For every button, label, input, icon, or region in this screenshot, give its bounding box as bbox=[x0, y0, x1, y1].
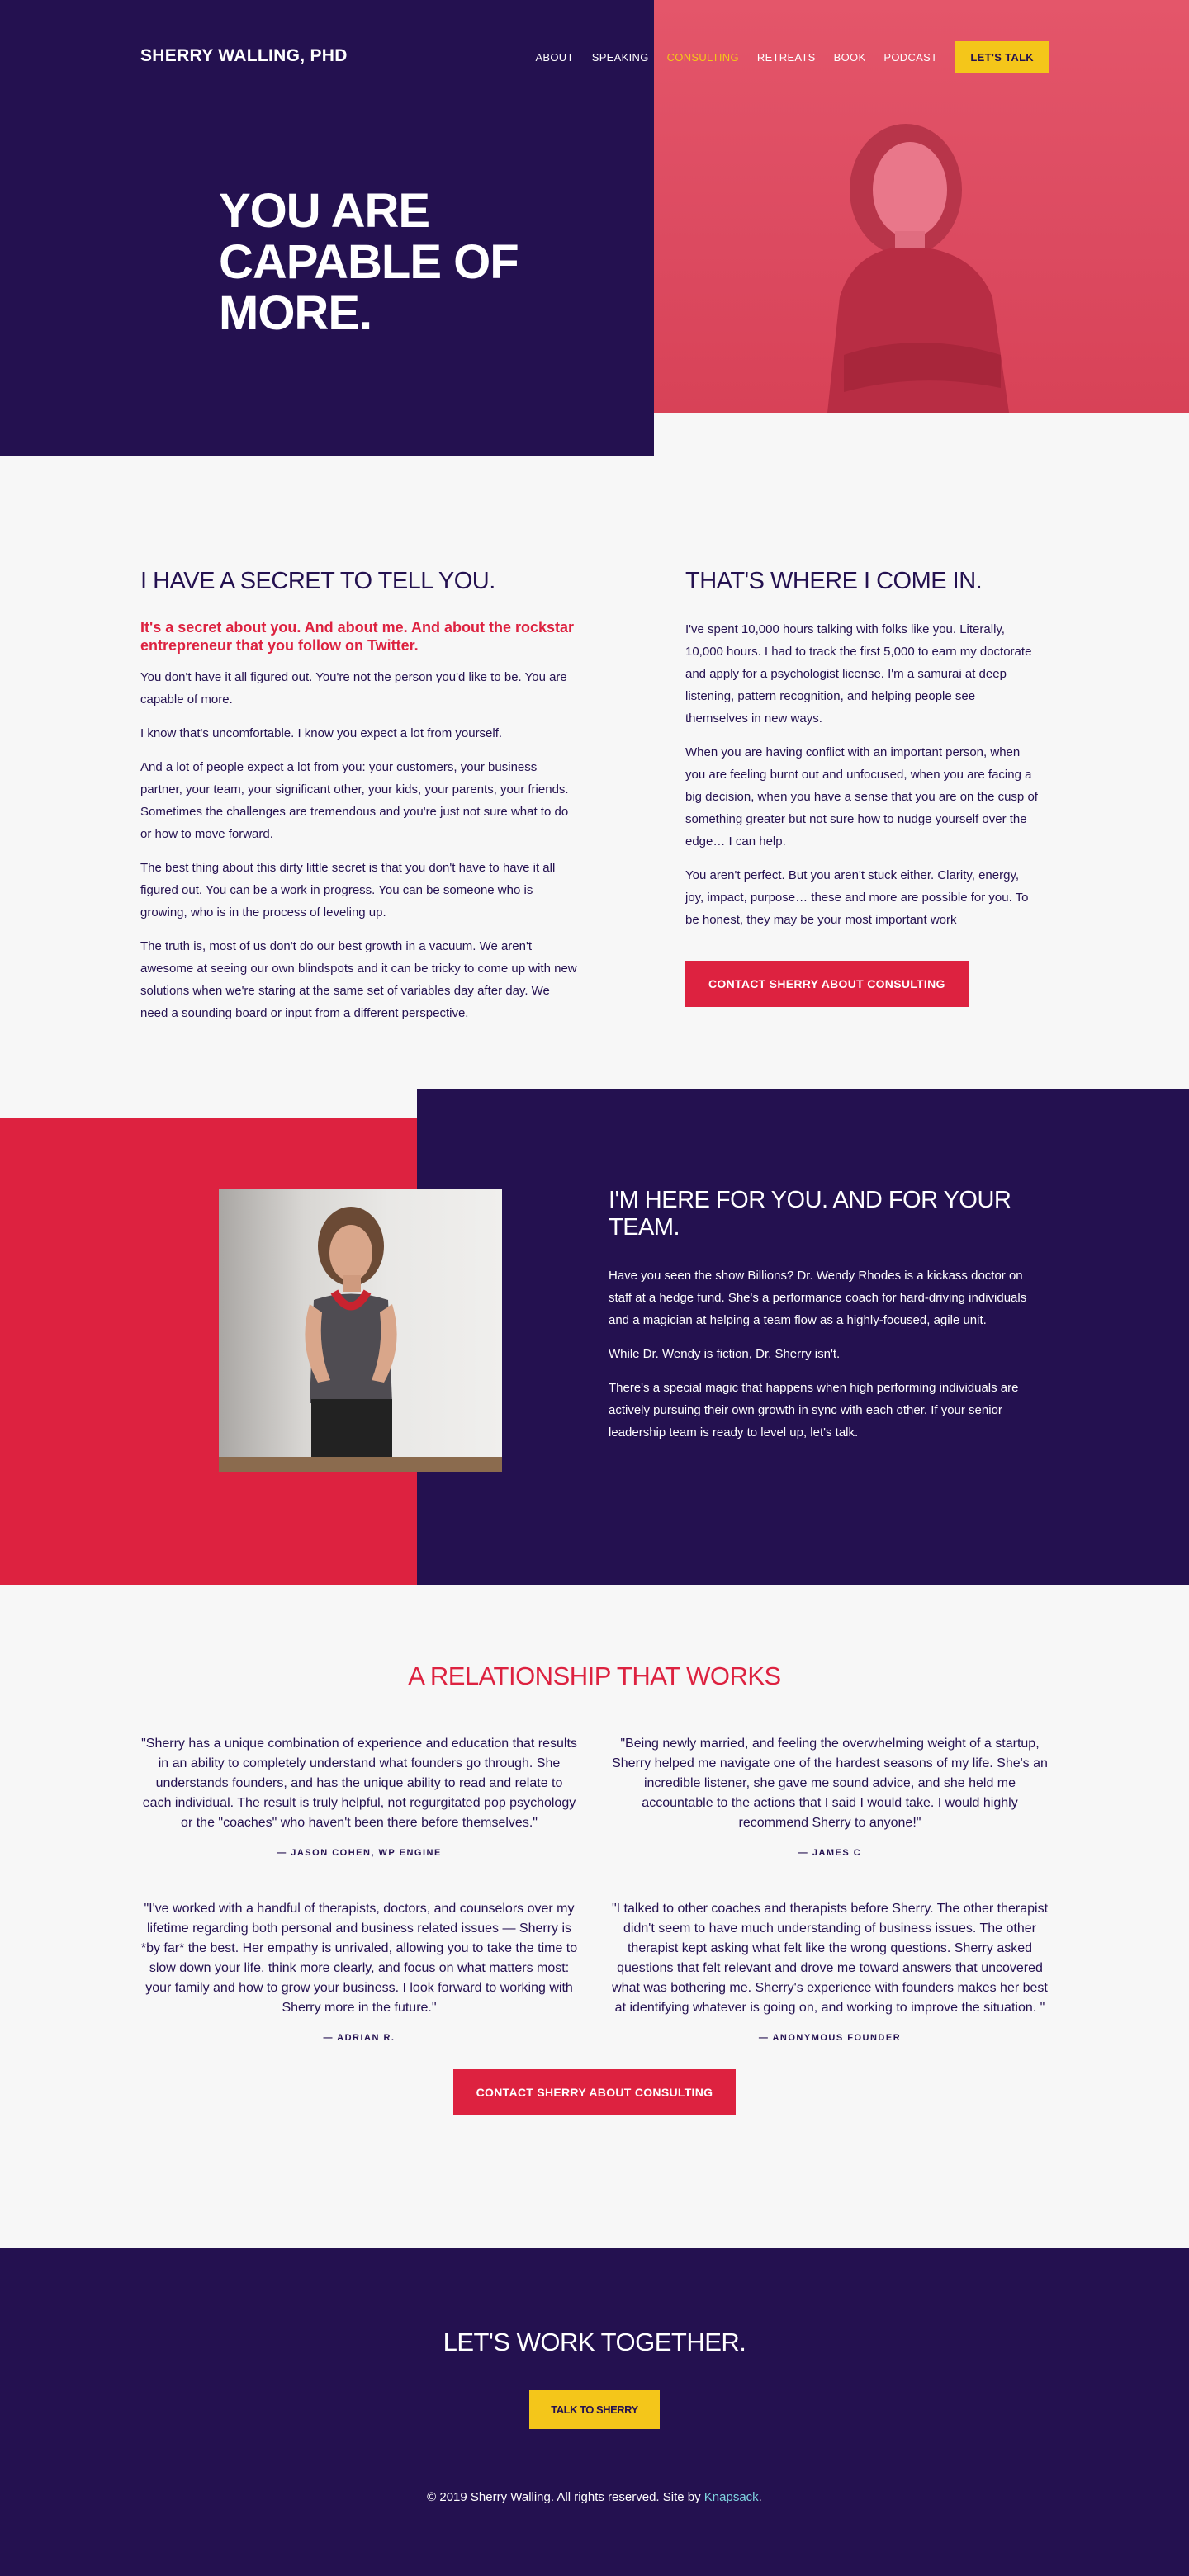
come-in-paragraph: You aren't perfect. But you aren't stuck either. Clarity, energy, joy, impact, purpose… these and more are possible for you. To be honest, they may be your most important work bbox=[685, 868, 1029, 927]
secret-heading: I HAVE A SECRET TO TELL YOU. bbox=[140, 568, 495, 594]
site-logo[interactable]: SHERRY WALLING, PHD bbox=[140, 46, 348, 65]
team-paragraph: Have you seen the show Billions? Dr. Wendy Rhodes is a kickass doctor on staff at a hedge fund. She's a performance coach for hard-driving individuals and a magician at helping a team flow as a highly-focused, agile unit. bbox=[609, 1269, 1027, 1327]
contact-consulting-button[interactable]: CONTACT SHERRY ABOUT CONSULTING bbox=[685, 961, 969, 1007]
testimonial-quote: "I've worked with a handful of therapists, doctors, and counselors over my lifetime regarding both personal and business related issues — Sherry is *by far* the best. Her empathy is unrivaled, allowing you to take the time to slow down your life, think more clearly, and focus on what matters most: your family and how to grow your business. I look forward to working with Sherry more in the future." bbox=[140, 1902, 578, 2015]
portrait-illustration bbox=[219, 1189, 502, 1472]
talk-to-sherry-button[interactable]: TALK TO SHERRY bbox=[529, 2390, 659, 2429]
nav-item-podcast[interactable]: PODCAST bbox=[883, 51, 938, 64]
testimonial-author: — ANONYMOUS FOUNDER bbox=[758, 2033, 902, 2043]
nav-item-consulting[interactable]: CONSULTING bbox=[666, 51, 739, 64]
nav-item-book[interactable]: BOOK bbox=[833, 51, 866, 64]
copyright-text: © 2019 Sherry Walling. All rights reserved. Site by bbox=[427, 2490, 701, 2504]
hero-section bbox=[0, 0, 1189, 456]
secret-paragraph: You don't have it all figured out. You're not the person you'd like to be. You are capable of more. bbox=[140, 670, 567, 707]
secret-paragraph: The truth is, most of us don't do our best growth in a vacuum. We aren't awesome at seeing our own blindspots and it can be tricky to come up with new solutions when we're staring at the same set of variables day after day. We need a sounding board or input from a different perspective. bbox=[140, 939, 577, 1020]
copyright bbox=[0, 2490, 1189, 2504]
team-portrait-photo bbox=[219, 1189, 502, 1472]
testimonials-section bbox=[0, 1585, 1189, 2248]
come-in-paragraph: When you are having conflict with an important person, when you are feeling burnt out and unfocused, when you are facing a big decision, when you have a sense that you are on the cusp of something greater but not sure how to nudge yourself over the edge… I can help. bbox=[685, 745, 1038, 848]
knapsack-link[interactable]: Knapsack bbox=[703, 2490, 759, 2504]
come-in-heading: THAT'S WHERE I COME IN. bbox=[685, 568, 983, 594]
secret-paragraph: I know that's uncomfortable. I know you expect a lot from yourself. bbox=[140, 726, 503, 740]
nav-item-about[interactable]: ABOUT bbox=[535, 51, 574, 64]
come-in-paragraph: I've spent 10,000 hours talking with folks like you. Literally, 10,000 hours. I had to track the first 5,000 to earn my doctorate and apply for a psychologist license. I'm a samurai at deep listening, pattern recognition, and helping people see themselves in new ways. bbox=[685, 622, 1032, 726]
nav-item-retreats[interactable]: RETREATS bbox=[756, 51, 816, 64]
team-section bbox=[0, 1089, 1189, 1585]
testimonial-item bbox=[140, 1734, 578, 1858]
testimonials-grid bbox=[140, 1734, 1049, 2043]
testimonial-item bbox=[611, 1734, 1049, 1858]
main-nav bbox=[535, 41, 1049, 73]
testimonials-heading: A RELATIONSHIP THAT WORKS bbox=[408, 1661, 781, 1690]
come-in-right-column bbox=[685, 522, 1040, 1089]
copyright-period: . bbox=[758, 2490, 762, 2504]
secret-section bbox=[0, 456, 1189, 1089]
testimonial-quote: "Sherry has a unique combination of experience and education that results in an ability to completely understand what founders go through. She understands founders, and has the unique ability to read and relate to each individual. The result is truly helpful, not regurgitated pop psychology or the "coaches" who haven't been there before themselves." bbox=[141, 1737, 577, 1830]
secret-paragraph: The best thing about this dirty little secret is that you don't have to have it all figured out. You can be a work in progress. You can be someone who is growing, who is in the process of leveling up. bbox=[140, 861, 556, 919]
contact-consulting-button-bottom[interactable]: CONTACT SHERRY ABOUT CONSULTING bbox=[453, 2069, 737, 2115]
team-heading: I'M HERE FOR YOU. AND FOR YOUR TEAM. bbox=[609, 1187, 1011, 1241]
testimonial-author: — JASON COHEN, WP ENGINE bbox=[277, 1848, 442, 1858]
lets-talk-button[interactable]: LET'S TALK bbox=[955, 41, 1049, 73]
testimonial-author: — ADRIAN R. bbox=[323, 2033, 396, 2043]
testimonial-quote: "I talked to other coaches and therapists before Sherry. The other therapist didn't seem to have much understanding of business issues. The other therapist kept asking what felt like the wrong questions. Sherry asked questions that felt relevant and drove me toward answers that uncovered what was bothering me. Sherry's experience with founders makes her best at identifying whatever is going on, and working to improve the situation. " bbox=[611, 1902, 1049, 2015]
testimonial-item bbox=[140, 1899, 578, 2043]
work-together-footer bbox=[0, 2248, 1189, 2576]
team-paragraph: There's a special magic that happens when high performing individuals are actively pursuing their own growth in sync with each other. If your senior leadership team is ready to level up, let's talk. bbox=[609, 1381, 1019, 1439]
team-text bbox=[609, 1187, 1046, 1444]
secret-subheading: It's a secret about you. And about me. And about the rockstar entrepreneur that you follow on Twitter. bbox=[140, 619, 575, 654]
testimonial-author: — JAMES C bbox=[798, 1848, 862, 1858]
secret-left-column bbox=[140, 522, 578, 1089]
secret-paragraph: And a lot of people expect a lot from you: your customers, your business partner, your team, your significant other, your kids, your parents, your friends. Sometimes the challenges are tremendous and you're just not sure what to do or how to move forward. bbox=[140, 760, 569, 841]
nav-item-speaking[interactable]: SPEAKING bbox=[591, 51, 649, 64]
testimonial-item bbox=[611, 1899, 1049, 2043]
team-paragraph: While Dr. Wendy is fiction, Dr. Sherry isn't. bbox=[609, 1347, 841, 1361]
work-together-heading: LET'S WORK TOGETHER. bbox=[443, 2328, 746, 2356]
hero-title: YOU ARE CAPABLE OF MORE. bbox=[219, 184, 519, 340]
testimonial-quote: "Being newly married, and feeling the overwhelming weight of a startup, Sherry helped me navigate one of the hardest seasons of my life. She's an incredible listener, she gave me sound advice, and she held me accountable to the actions that I said I would take. I would highly recommend Sherry to anyone!" bbox=[612, 1737, 1048, 1830]
